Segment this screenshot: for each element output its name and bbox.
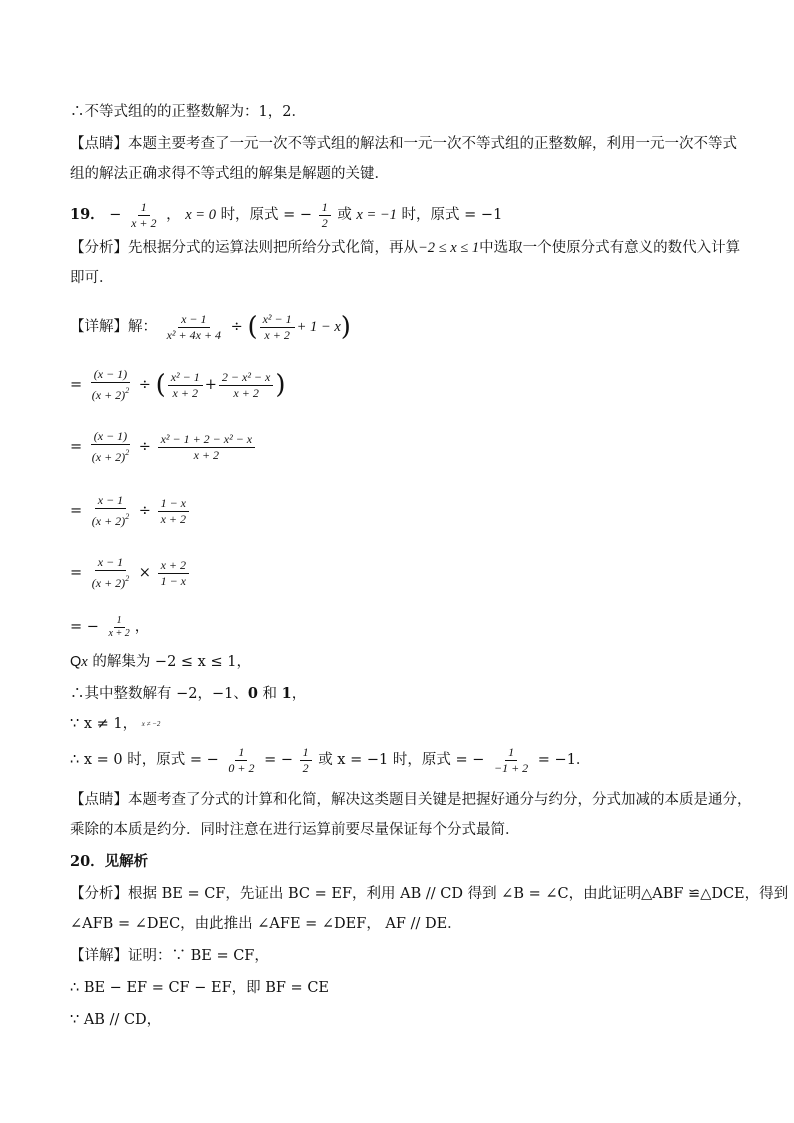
analysis-line-2: 即可． [70, 270, 114, 286]
summary-line-2: 乘除的本质是约分．同时注意在进行运算前要尽量保证每个分式最简． [70, 822, 520, 838]
conclusion-line: ∴不等式组的的正整数解为：1，2． [70, 104, 306, 120]
step-4: = $\frac{x - 1}{(x + 2)^2}$ × $\frac{x + 2}{1 - x}$ [70, 552, 734, 594]
q20-proof-1: 【详解】证明：∵ BE = CF， [70, 948, 269, 964]
step1-frac3: $\frac{\text{2 − x² − x}}{x + 2}$ [219, 370, 273, 401]
or-text: 或 [337, 207, 352, 223]
half-fraction: $\frac{1}{2}$ [319, 200, 331, 231]
step4-frac1: $\frac{x - 1}{(x + 2)^2}$ [91, 555, 130, 590]
q20-analysis-2: ∠AFB = ∠DEC，由此推出 ∠AFE = ∠DEF， AF // DE． [70, 916, 462, 932]
final-frac2: $\frac{1}{2}$ [300, 745, 312, 776]
integer-solutions-line: ∴其中整数解有 −2，−1、0 和 1， [70, 685, 307, 702]
step-1: = $\frac{(x - 1)}{(x + 2)^2}$ ÷ ( $\frac{\text{x² − 1}}{x + 2}$ + $\frac{\text{2 − x² − x}}{x + 2}$ ) [70, 367, 286, 402]
summary-line-1: 【点睛】本题考查了分式的计算和化简，解决这类题目关键是把握好通分与约分，分式加减的本质是通分， [70, 792, 752, 808]
final-evaluation: ∴ x = 0 时，原式 = − $\frac{1}{0 + 2}$ = − $\frac{1}{2}$ 或 x = −1 时，原式 = − $\frac{1}{-1 + 2}$ = −1． [70, 744, 591, 775]
step3-frac1: $\frac{x - 1}{(x + 2)^2}$ [91, 493, 130, 528]
solution-start: 【详解】解： $\frac{x - 1}{\text{x² + 4x + 4}}$ ÷ ( $\frac{\text{x² − 1}}{x + 2}$ + 1 − x) [70, 311, 351, 342]
step5-frac: $\frac{1}{x + 2}$ [108, 614, 130, 639]
step2-frac1: $\frac{(x - 1)}{(x + 2)^2}$ [91, 429, 130, 464]
q19-answer [70, 198, 734, 232]
answer-fraction: $\frac{1}{x + 2}$ [131, 199, 157, 230]
step0-frac1: $\frac{x - 1}{\text{x² + 4x + 4}}$ [166, 311, 222, 342]
comment-line-1: 【点睛】本题主要考查了一元一次不等式组的解法和一元一次不等式组的正整数解，利用一元一次不等式 [70, 136, 737, 152]
x-zero: x = 0 [185, 207, 216, 223]
step3-frac2: $\frac{1 - x}{x + 2}$ [158, 496, 189, 527]
comment-line-2: 组的解法正确求得不等式组的解集是解题的关键． [70, 166, 389, 182]
step1-frac1: $\frac{(x - 1)}{(x + 2)^2}$ [91, 367, 130, 402]
q20-proof-3: ∵ AB // CD， [70, 1012, 162, 1028]
q19-number: 19． [70, 206, 105, 223]
analysis-line-1: 【分析】先根据分式的运算法则把所给分式化简，再从−2 ≤ x ≤ 1中选取一个使原分式有意义的数代入计算 [70, 240, 741, 256]
q20-heading: 20．见解析 [70, 853, 149, 870]
step4-frac2: $\frac{x + 2}{1 - x}$ [158, 558, 189, 589]
final-frac3: $\frac{1}{-1 + 2}$ [493, 744, 529, 775]
restriction-line: ∵ x ≠ 1， x ≠ −2 [70, 716, 161, 732]
final-frac1: $\frac{1}{0 + 2}$ [228, 744, 255, 775]
minus-sign: − [109, 207, 122, 223]
step-3: = $\frac{x - 1}{(x + 2)^2}$ ÷ $\frac{1 - x}{x + 2}$ [70, 490, 734, 532]
range-math: −2 ≤ x ≤ 1 [418, 240, 480, 256]
answer-text: 时，原式 = − [220, 207, 313, 223]
step-2: = $\frac{(x - 1)}{(x + 2)^2}$ ÷ $\frac{\text{x² − 1 + 2 − x² − x}}{x + 2}$ [70, 426, 734, 468]
comma: ， [166, 207, 181, 223]
detail-label: 【详解】解： [70, 319, 157, 335]
step-5: = − $\frac{1}{x + 2}$ ， [70, 614, 150, 639]
q20-proof-2: ∴ BE − EF = CF − EF，即 BF = CE [70, 980, 329, 996]
step0-frac2: $\frac{\text{x² − 1}}{x + 2}$ [260, 312, 295, 343]
x-minus-one: x = −1 [356, 207, 397, 223]
solution-set-line: Qx 的解集为 −2 ≤ x ≤ 1， [70, 654, 251, 670]
step2-frac2: $\frac{\text{x² − 1 + 2 − x² − x}}{x + 2}$ [158, 432, 256, 463]
step1-frac2: $\frac{\text{x² − 1}}{x + 2}$ [168, 370, 203, 401]
answer-text-2: 时，原式 = −1 [401, 207, 503, 223]
q20-analysis-1: 【分析】根据 BE = CF，先证出 BC = EF，利用 AB // CD 得到 ∠B = ∠C，由此证明△ABF ≌△DCE，得到 [70, 886, 789, 902]
